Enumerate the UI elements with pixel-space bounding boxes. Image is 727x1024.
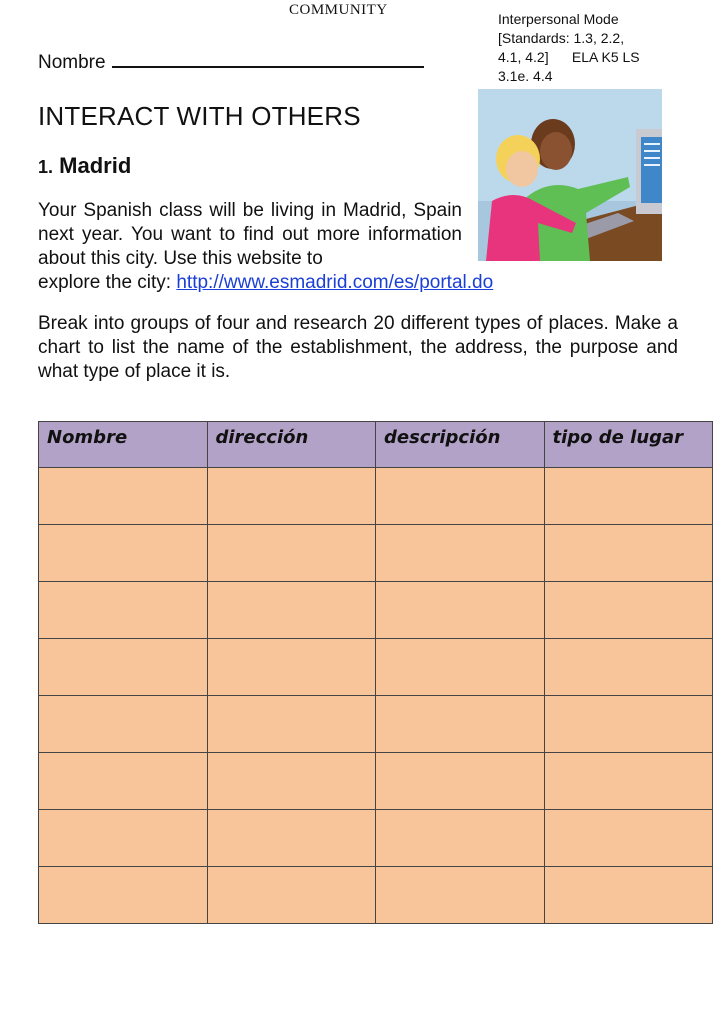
table-cell[interactable] <box>207 582 376 639</box>
table-cell[interactable] <box>207 753 376 810</box>
standards-line: [Standards: 1.3, 2.2, <box>498 30 625 46</box>
places-chart <box>38 421 713 924</box>
students-computer-icon <box>478 89 662 261</box>
chart-body <box>39 468 713 924</box>
table-cell[interactable] <box>207 639 376 696</box>
table-row <box>39 525 713 582</box>
table-cell[interactable] <box>207 867 376 924</box>
table-cell[interactable] <box>207 696 376 753</box>
section-name: Madrid <box>59 153 132 178</box>
table-cell[interactable] <box>376 582 545 639</box>
intro-paragraph: Your Spanish class will be living in Madrid, Spain next year. You want to find out more information about this city. Use this website to <box>38 200 462 269</box>
table-cell[interactable] <box>544 867 713 924</box>
column-header-tipo-de-lugar: tipo de lugar <box>544 422 713 468</box>
table-cell[interactable] <box>39 639 208 696</box>
table-row <box>39 582 713 639</box>
table-cell[interactable] <box>376 753 545 810</box>
table-cell[interactable] <box>207 468 376 525</box>
table-cell[interactable] <box>39 753 208 810</box>
standards-line: Interpersonal Mode <box>498 11 619 27</box>
section-heading <box>38 153 131 179</box>
table-cell[interactable] <box>544 525 713 582</box>
table-cell[interactable] <box>39 582 208 639</box>
standards-note <box>498 10 698 86</box>
table-cell[interactable] <box>544 696 713 753</box>
table-row <box>39 639 713 696</box>
table-cell[interactable] <box>376 639 545 696</box>
table-cell[interactable] <box>544 639 713 696</box>
table-cell[interactable] <box>376 525 545 582</box>
table-cell[interactable] <box>39 468 208 525</box>
column-header-nombre: Nombre <box>39 422 208 468</box>
instructions-paragraph: Break into groups of four and research 20 different types of places. Make a chart to list the name of the establishment, the address, the purpose and what type of place it is. <box>38 313 678 382</box>
standards-line: 3.1e. 4.4 <box>498 68 553 84</box>
madrid-website-link[interactable]: http://www.esmadrid.com/es/portal.do <box>176 272 494 293</box>
table-cell[interactable] <box>207 810 376 867</box>
document-header: COMMUNITY <box>289 2 388 18</box>
table-cell[interactable] <box>544 810 713 867</box>
table-cell[interactable] <box>39 525 208 582</box>
section-number: 1. <box>38 157 54 177</box>
table-row <box>39 696 713 753</box>
page-title: INTERACT WITH OTHERS <box>38 101 361 131</box>
table-cell[interactable] <box>39 810 208 867</box>
intro-paragraph-end <box>38 271 493 295</box>
intro-paragraph-tail: explore the city: <box>38 272 177 293</box>
table-row <box>39 810 713 867</box>
name-label: Nombre <box>38 52 106 73</box>
table-row <box>39 468 713 525</box>
table-cell[interactable] <box>207 525 376 582</box>
table-cell[interactable] <box>376 810 545 867</box>
table-cell[interactable] <box>376 867 545 924</box>
table-cell[interactable] <box>376 696 545 753</box>
table-cell[interactable] <box>376 468 545 525</box>
name-field[interactable] <box>38 48 424 74</box>
table-cell[interactable] <box>544 753 713 810</box>
standards-line: 4.1, 4.2] ELA K5 LS <box>498 49 640 65</box>
table-cell[interactable] <box>39 867 208 924</box>
table-cell[interactable] <box>544 468 713 525</box>
name-blank-line[interactable] <box>112 48 424 68</box>
table-row <box>39 753 713 810</box>
table-cell[interactable] <box>544 582 713 639</box>
table-row <box>39 867 713 924</box>
table-cell[interactable] <box>39 696 208 753</box>
column-header-descripcion: descripción <box>376 422 545 468</box>
column-header-direccion: dirección <box>207 422 376 468</box>
chart-header-row <box>39 422 713 468</box>
